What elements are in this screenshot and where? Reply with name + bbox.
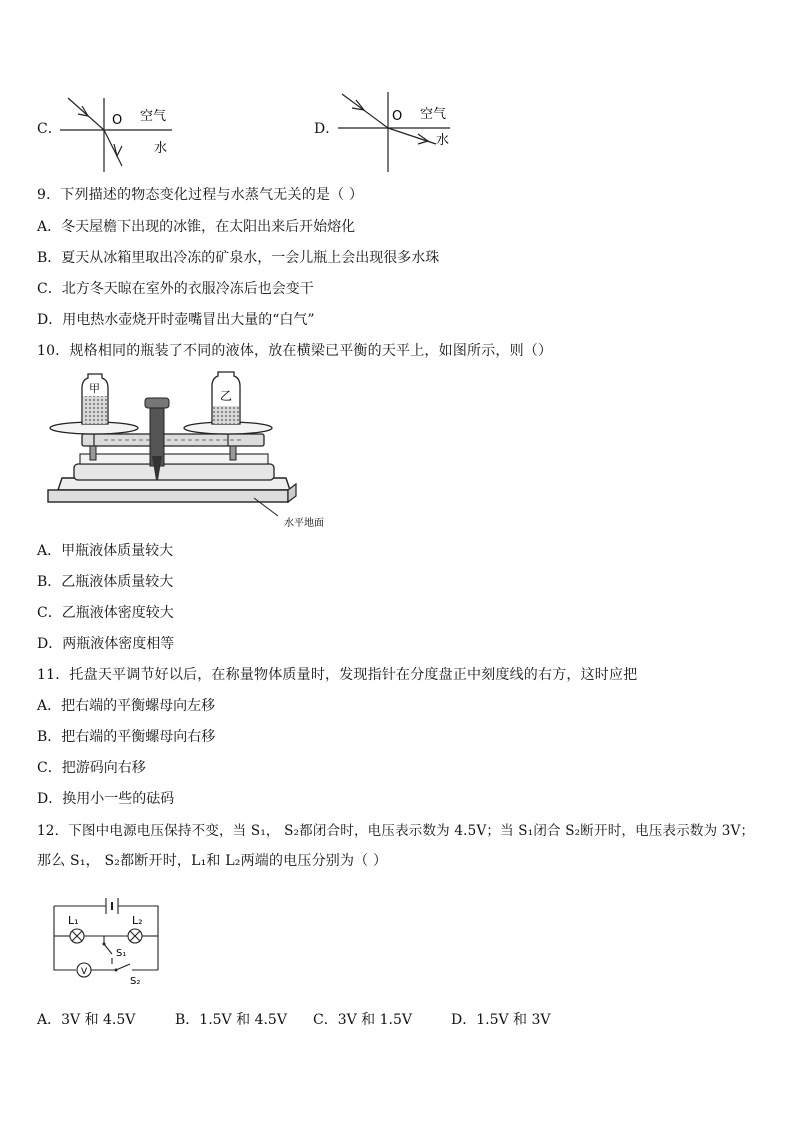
q12-option-a: A．3V 和 4.5V bbox=[37, 1012, 136, 1028]
l2-label: L₂ bbox=[132, 914, 143, 927]
q8-option-d-label: D． bbox=[314, 121, 340, 137]
q9-option-a: A．冬天屋檐下出现的冰锥，在太阳出来后开始熔化 bbox=[37, 219, 356, 235]
q12-option-b: B．1.5V 和 4.5V bbox=[175, 1012, 287, 1028]
q11-option-d: D．换用小一些的砝码 bbox=[37, 791, 175, 807]
s1-label: S₁ bbox=[116, 948, 127, 959]
q9-option-b: B．夏天从冰箱里取出冷冻的矿泉水，一会儿瓶上会出现很多水珠 bbox=[37, 250, 440, 266]
bottle-yi-label: 乙 bbox=[220, 389, 233, 403]
ground-label: 水平地面 bbox=[284, 518, 324, 529]
q10-option-d: D．两瓶液体密度相等 bbox=[37, 636, 175, 652]
point-o: O bbox=[112, 113, 123, 128]
q10-option-b: B．乙瓶液体质量较大 bbox=[37, 574, 174, 590]
q8-option-c-label: C． bbox=[37, 121, 62, 137]
q11-stem: 11．托盘天平调节好以后，在称量物体质量时，发现指针在分度盘正中刻度线的右方，这时应把 bbox=[37, 667, 638, 683]
air-label: 空气 bbox=[140, 109, 167, 124]
q8-option-c-figure bbox=[60, 92, 190, 174]
l1-label: L₁ bbox=[68, 914, 79, 927]
svg-text:O: O bbox=[392, 109, 403, 124]
voltmeter-label: V bbox=[81, 967, 88, 977]
s2-label: S₂ bbox=[130, 976, 141, 986]
incident-ray bbox=[68, 98, 104, 130]
q9-option-d: D．用电热水壶烧开时壶嘴冒出大量的“白气” bbox=[37, 312, 315, 328]
q10-option-a: A．甲瓶液体质量较大 bbox=[37, 543, 174, 559]
q12-option-c: C．3V 和 1.5V bbox=[313, 1012, 413, 1028]
q12-stem-line2: 那么 S₁， S₂都断开时，L₁和 L₂两端的电压分别为（ ） bbox=[37, 853, 388, 869]
water-label: 水 bbox=[154, 141, 168, 156]
q10-stem: 10．规格相同的瓶装了不同的液体，放在横梁已平衡的天平上，如图所示，则（） bbox=[37, 343, 553, 359]
q12-option-d: D．1.5V 和 3V bbox=[451, 1012, 551, 1028]
balance-figure bbox=[44, 370, 344, 530]
q11-option-b: B．把右端的平衡螺母向右移 bbox=[37, 729, 216, 745]
q12-stem-line1: 12．下图中电源电压保持不变，当 S₁， S₂都闭合时，电压表示数为 4.5V；当 S₁闭合 S₂断开时，电压表示数为 3V； bbox=[37, 823, 755, 839]
svg-text:空气: 空气 bbox=[420, 107, 447, 122]
q9-option-c: C．北方冬天晾在室外的衣服冷冻后也会变干 bbox=[37, 281, 314, 297]
q8-option-d-figure bbox=[338, 88, 468, 174]
q11-option-c: C．把游码向右移 bbox=[37, 760, 146, 776]
svg-text:水: 水 bbox=[436, 133, 450, 148]
q11-option-a: A．把右端的平衡螺母向左移 bbox=[37, 698, 216, 714]
q9-stem: 9．下列描述的物态变化过程与水蒸气无关的是（ ） bbox=[37, 187, 364, 203]
circuit-figure bbox=[46, 892, 176, 986]
bottle-jia-label: 甲 bbox=[89, 382, 100, 395]
refracted-ray bbox=[104, 130, 122, 166]
q10-option-c: C．乙瓶液体密度较大 bbox=[37, 605, 174, 621]
